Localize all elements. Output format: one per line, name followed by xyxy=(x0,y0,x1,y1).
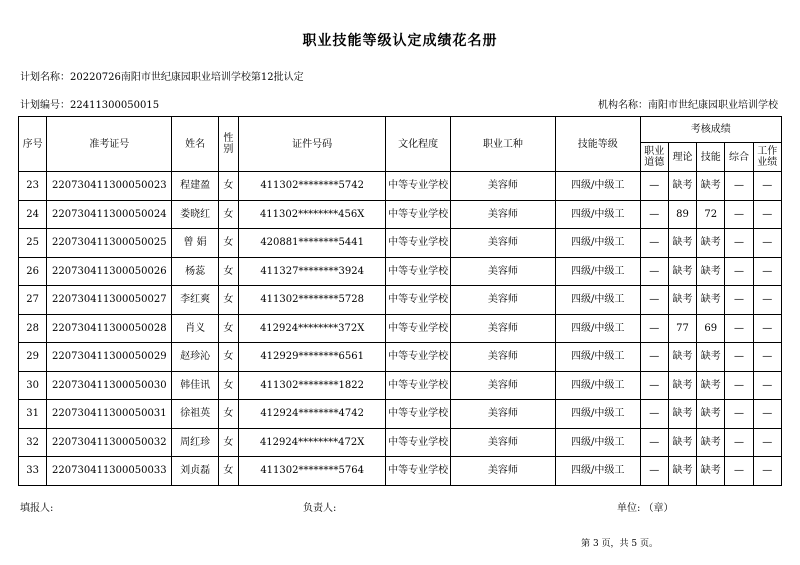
cell-overall: — xyxy=(725,229,753,258)
cell-work: — xyxy=(753,257,781,286)
cell-exam-no: 220730411300050030 xyxy=(47,371,172,400)
cell-occupation: 美容师 xyxy=(450,314,555,343)
cell-overall: — xyxy=(725,457,753,486)
header-skill-level: 技能等级 xyxy=(555,117,640,172)
plan-name: 计划名称：20220726南阳市世纪康园职业培训学校第12批认定 xyxy=(20,72,304,83)
cell-theory: 缺考 xyxy=(668,343,696,372)
cell-exam-no: 220730411300050026 xyxy=(47,257,172,286)
cell-overall: — xyxy=(725,400,753,429)
header-work: 工作业绩 xyxy=(753,143,781,172)
cell-ethics: — xyxy=(640,200,668,229)
cell-theory: 缺考 xyxy=(668,457,696,486)
cell-ethics: — xyxy=(640,172,668,201)
header-row xyxy=(19,117,782,143)
cell-name: 程建盈 xyxy=(172,172,218,201)
cell-education: 中等专业学校 xyxy=(386,428,451,457)
cell-exam-no: 220730411300050023 xyxy=(47,172,172,201)
header-scores: 考核成绩 xyxy=(640,117,781,143)
table-row xyxy=(19,229,782,258)
cell-exam-no: 220730411300050031 xyxy=(47,400,172,429)
cell-gender: 女 xyxy=(218,400,238,429)
header-theory: 理论 xyxy=(668,143,696,172)
cell-theory: 缺考 xyxy=(668,428,696,457)
cell-id-no: 420881********5441 xyxy=(238,229,385,258)
cell-overall: — xyxy=(725,200,753,229)
unit-label: 单位: （章） xyxy=(617,503,674,514)
cell-theory: 缺考 xyxy=(668,371,696,400)
cell-overall: — xyxy=(725,343,753,372)
cell-work: — xyxy=(753,400,781,429)
cell-occupation: 美容师 xyxy=(450,343,555,372)
header-name: 姓名 xyxy=(172,117,218,172)
cell-education: 中等专业学校 xyxy=(386,400,451,429)
table-row xyxy=(19,257,782,286)
cell-skill-level: 四级/中级工 xyxy=(555,229,640,258)
cell-skill: 缺考 xyxy=(697,428,725,457)
header-occupation: 职业工种 xyxy=(450,117,555,172)
cell-seq: 28 xyxy=(19,314,47,343)
cell-skill-level: 四级/中级工 xyxy=(555,400,640,429)
cell-occupation: 美容师 xyxy=(450,428,555,457)
table-row xyxy=(19,457,782,486)
cell-skill: 缺考 xyxy=(697,343,725,372)
cell-ethics: — xyxy=(640,286,668,315)
cell-gender: 女 xyxy=(218,257,238,286)
cell-ethics: — xyxy=(640,314,668,343)
cell-occupation: 美容师 xyxy=(450,172,555,201)
responsible-label: 负责人: xyxy=(303,503,337,514)
cell-gender: 女 xyxy=(218,314,238,343)
cell-ethics: — xyxy=(640,428,668,457)
cell-name: 肖义 xyxy=(172,314,218,343)
header-skill: 技能 xyxy=(697,143,725,172)
cell-gender: 女 xyxy=(218,428,238,457)
cell-theory: 77 xyxy=(668,314,696,343)
cell-skill-level: 四级/中级工 xyxy=(555,457,640,486)
header-seq: 序号 xyxy=(19,117,47,172)
cell-ethics: — xyxy=(640,371,668,400)
cell-id-no: 412924********472X xyxy=(238,428,385,457)
cell-work: — xyxy=(753,428,781,457)
table-row xyxy=(19,400,782,429)
page-indicator: 第 3 页，共 5 页。 xyxy=(581,539,658,549)
cell-id-no: 412929********6561 xyxy=(238,343,385,372)
cell-skill: 缺考 xyxy=(697,229,725,258)
cell-work: — xyxy=(753,343,781,372)
plan-number: 计划编号：22411300050015 xyxy=(20,100,160,111)
cell-id-no: 411327********3924 xyxy=(238,257,385,286)
cell-overall: — xyxy=(725,172,753,201)
cell-seq: 33 xyxy=(19,457,47,486)
cell-occupation: 美容师 xyxy=(450,371,555,400)
cell-education: 中等专业学校 xyxy=(386,286,451,315)
table-row xyxy=(19,172,782,201)
cell-work: — xyxy=(753,286,781,315)
cell-occupation: 美容师 xyxy=(450,457,555,486)
cell-ethics: — xyxy=(640,400,668,429)
cell-seq: 26 xyxy=(19,257,47,286)
cell-skill-level: 四级/中级工 xyxy=(555,286,640,315)
cell-gender: 女 xyxy=(218,172,238,201)
cell-ethics: — xyxy=(640,257,668,286)
cell-seq: 27 xyxy=(19,286,47,315)
cell-theory: 缺考 xyxy=(668,286,696,315)
header-exam-no: 准考证号 xyxy=(47,117,172,172)
cell-education: 中等专业学校 xyxy=(386,371,451,400)
cell-gender: 女 xyxy=(218,200,238,229)
organization-name: 机构名称：南阳市世纪康园职业培训学校 xyxy=(598,100,778,111)
cell-id-no: 411302********5742 xyxy=(238,172,385,201)
cell-education: 中等专业学校 xyxy=(386,314,451,343)
score-roster-table xyxy=(18,116,782,486)
cell-skill: 72 xyxy=(697,200,725,229)
cell-work: — xyxy=(753,229,781,258)
cell-work: — xyxy=(753,172,781,201)
cell-name: 李红爽 xyxy=(172,286,218,315)
cell-skill: 69 xyxy=(697,314,725,343)
cell-name: 曾 娟 xyxy=(172,229,218,258)
cell-name: 周红珍 xyxy=(172,428,218,457)
cell-id-no: 411302********5764 xyxy=(238,457,385,486)
cell-id-no: 411302********1822 xyxy=(238,371,385,400)
cell-ethics: — xyxy=(640,229,668,258)
cell-theory: 缺考 xyxy=(668,257,696,286)
cell-seq: 24 xyxy=(19,200,47,229)
cell-theory: 89 xyxy=(668,200,696,229)
cell-skill-level: 四级/中级工 xyxy=(555,314,640,343)
cell-overall: — xyxy=(725,428,753,457)
cell-theory: 缺考 xyxy=(668,400,696,429)
cell-work: — xyxy=(753,371,781,400)
header-education: 文化程度 xyxy=(386,117,451,172)
cell-overall: — xyxy=(725,257,753,286)
cell-id-no: 411302********5728 xyxy=(238,286,385,315)
table-row xyxy=(19,371,782,400)
header-id-no: 证件号码 xyxy=(238,117,385,172)
cell-skill: 缺考 xyxy=(697,371,725,400)
cell-seq: 31 xyxy=(19,400,47,429)
cell-work: — xyxy=(753,457,781,486)
cell-occupation: 美容师 xyxy=(450,257,555,286)
cell-exam-no: 220730411300050027 xyxy=(47,286,172,315)
cell-occupation: 美容师 xyxy=(450,200,555,229)
cell-overall: — xyxy=(725,286,753,315)
cell-skill-level: 四级/中级工 xyxy=(555,371,640,400)
table-row xyxy=(19,343,782,372)
cell-work: — xyxy=(753,200,781,229)
cell-seq: 23 xyxy=(19,172,47,201)
cell-name: 娄晓红 xyxy=(172,200,218,229)
table-row xyxy=(19,200,782,229)
header-gender: 性别 xyxy=(218,117,238,172)
cell-overall: — xyxy=(725,371,753,400)
cell-exam-no: 220730411300050033 xyxy=(47,457,172,486)
cell-skill: 缺考 xyxy=(697,286,725,315)
cell-skill-level: 四级/中级工 xyxy=(555,200,640,229)
cell-name: 韩佳讯 xyxy=(172,371,218,400)
roster-body xyxy=(19,172,782,486)
cell-exam-no: 220730411300050028 xyxy=(47,314,172,343)
cell-gender: 女 xyxy=(218,343,238,372)
filler-label: 填报人: xyxy=(20,503,54,514)
header-ethics: 职业道德 xyxy=(640,143,668,172)
cell-skill: 缺考 xyxy=(697,257,725,286)
cell-theory: 缺考 xyxy=(668,172,696,201)
cell-overall: — xyxy=(725,314,753,343)
cell-exam-no: 220730411300050024 xyxy=(47,200,172,229)
cell-id-no: 412924********4742 xyxy=(238,400,385,429)
cell-id-no: 411302********456X xyxy=(238,200,385,229)
table-row xyxy=(19,428,782,457)
cell-seq: 25 xyxy=(19,229,47,258)
cell-skill-level: 四级/中级工 xyxy=(555,343,640,372)
cell-skill: 缺考 xyxy=(697,400,725,429)
cell-exam-no: 220730411300050029 xyxy=(47,343,172,372)
cell-skill-level: 四级/中级工 xyxy=(555,257,640,286)
cell-work: — xyxy=(753,314,781,343)
cell-occupation: 美容师 xyxy=(450,229,555,258)
cell-gender: 女 xyxy=(218,457,238,486)
cell-seq: 30 xyxy=(19,371,47,400)
cell-skill-level: 四级/中级工 xyxy=(555,428,640,457)
cell-gender: 女 xyxy=(218,286,238,315)
table-row xyxy=(19,286,782,315)
cell-exam-no: 220730411300050025 xyxy=(47,229,172,258)
cell-skill: 缺考 xyxy=(697,457,725,486)
cell-education: 中等专业学校 xyxy=(386,200,451,229)
cell-name: 赵珍沁 xyxy=(172,343,218,372)
page-title: 职业技能等级认定成绩花名册 xyxy=(302,33,498,49)
cell-education: 中等专业学校 xyxy=(386,229,451,258)
cell-seq: 29 xyxy=(19,343,47,372)
cell-ethics: — xyxy=(640,343,668,372)
cell-skill-level: 四级/中级工 xyxy=(555,172,640,201)
cell-exam-no: 220730411300050032 xyxy=(47,428,172,457)
cell-name: 杨蕊 xyxy=(172,257,218,286)
cell-gender: 女 xyxy=(218,371,238,400)
header-overall: 综合 xyxy=(725,143,753,172)
cell-education: 中等专业学校 xyxy=(386,172,451,201)
cell-name: 刘贞磊 xyxy=(172,457,218,486)
cell-name: 徐祖英 xyxy=(172,400,218,429)
cell-id-no: 412924********372X xyxy=(238,314,385,343)
cell-education: 中等专业学校 xyxy=(386,343,451,372)
cell-education: 中等专业学校 xyxy=(386,457,451,486)
cell-gender: 女 xyxy=(218,229,238,258)
cell-skill: 缺考 xyxy=(697,172,725,201)
table-row xyxy=(19,314,782,343)
cell-theory: 缺考 xyxy=(668,229,696,258)
cell-seq: 32 xyxy=(19,428,47,457)
cell-ethics: — xyxy=(640,457,668,486)
cell-education: 中等专业学校 xyxy=(386,257,451,286)
cell-occupation: 美容师 xyxy=(450,400,555,429)
cell-occupation: 美容师 xyxy=(450,286,555,315)
